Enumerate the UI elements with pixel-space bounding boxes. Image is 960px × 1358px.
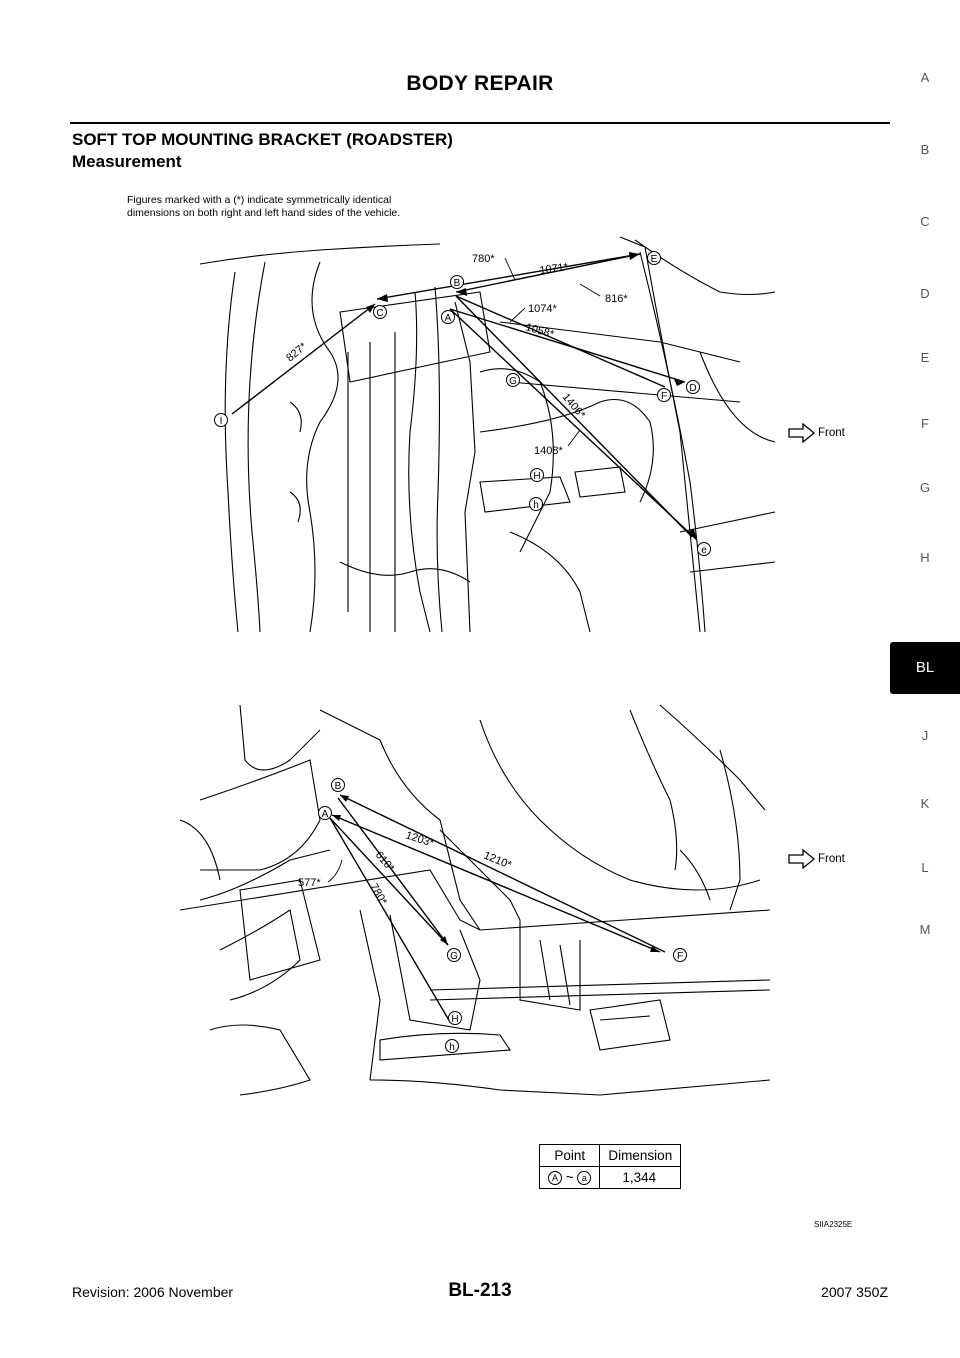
svg-text:F: F	[676, 951, 684, 962]
vehicle-interior-outline	[180, 705, 770, 1095]
side-index-E[interactable]: E	[920, 350, 930, 365]
dim-1058: 1058*	[524, 321, 556, 341]
side-index	[890, 60, 960, 960]
point-h-bottom	[446, 1040, 459, 1054]
side-index-BL-active[interactable]: BL	[890, 642, 960, 694]
point-h	[530, 498, 543, 512]
footer-page-number: BL-213	[448, 1280, 512, 1301]
range-separator: ~	[565, 1169, 574, 1185]
dim-1071: 1071*	[538, 261, 569, 277]
point-G-bottom	[448, 949, 461, 963]
table-cell-point	[540, 1167, 600, 1189]
point-H-bottom	[449, 1012, 462, 1026]
side-index-M[interactable]: M	[919, 922, 931, 937]
svg-text:G: G	[450, 951, 458, 962]
side-index-B[interactable]: B	[920, 142, 930, 157]
point-e	[698, 543, 711, 557]
table-header-dimension: Dimension	[600, 1145, 681, 1167]
table-header-point: Point	[540, 1145, 600, 1167]
point-F-bottom	[674, 949, 687, 963]
point-B	[451, 276, 464, 290]
sub-title: Measurement	[72, 152, 182, 171]
table-header-row	[540, 1145, 681, 1167]
point-E	[648, 252, 661, 266]
side-index-J[interactable]: J	[921, 728, 929, 743]
page-header-title: BODY REPAIR	[406, 72, 554, 95]
dim-827: 827*	[284, 340, 310, 365]
point-markers	[215, 252, 711, 557]
point-H	[531, 469, 544, 483]
dim-1408: 1408*	[534, 445, 563, 457]
top-measurement-diagram	[180, 232, 780, 637]
dim-610: 610*	[372, 849, 397, 875]
dim-1406: 1406*	[559, 391, 588, 421]
dimension-table	[539, 1144, 681, 1189]
dim-1203: 1203*	[404, 829, 436, 850]
svg-text:e: e	[701, 545, 707, 556]
dim-1210: 1210*	[481, 849, 514, 872]
point-markers-bottom	[319, 779, 687, 1054]
header-rule	[70, 122, 890, 124]
point-a-symbol: a	[577, 1171, 591, 1185]
front-arrow-icon-bottom	[788, 849, 816, 869]
point-A-symbol: A	[548, 1171, 562, 1185]
bottom-measurement-diagram	[180, 700, 780, 1110]
svg-text:A: A	[321, 809, 329, 820]
svg-text:C: C	[376, 308, 384, 319]
point-B-bottom	[332, 779, 345, 793]
svg-text:I: I	[219, 416, 223, 427]
figure-code: SIIA2325E	[814, 1220, 853, 1229]
point-G	[507, 374, 520, 388]
svg-text:H: H	[451, 1014, 459, 1025]
point-A-bottom	[319, 807, 332, 821]
point-A	[442, 311, 455, 325]
symmetry-note: Figures marked with a (*) indicate symmetrically identical dimensions on both right and left hand sides of the vehicle.	[127, 194, 401, 219]
side-index-F[interactable]: F	[921, 416, 929, 431]
vehicle-body-outline	[200, 237, 775, 632]
side-index-D[interactable]: D	[920, 286, 930, 301]
svg-text:F: F	[660, 391, 668, 402]
dim-780-bottom: 780*	[367, 881, 390, 908]
point-C	[374, 306, 387, 320]
dim-816: 816*	[605, 293, 628, 305]
front-label-top: Front	[818, 427, 845, 439]
leader-lines-bottom	[328, 860, 342, 882]
svg-text:A: A	[444, 313, 452, 324]
side-index-K[interactable]: K	[920, 796, 930, 811]
svg-text:E: E	[650, 254, 658, 265]
dim-577: 577*	[298, 877, 321, 889]
side-index-A[interactable]: A	[920, 70, 930, 85]
svg-text:B: B	[334, 781, 342, 792]
side-index-H[interactable]: H	[920, 550, 930, 565]
section-title: SOFT TOP MOUNTING BRACKET (ROADSTER)	[72, 130, 453, 149]
svg-text:h: h	[533, 500, 539, 511]
front-arrow-icon	[788, 423, 816, 443]
side-index-G[interactable]: G	[919, 480, 931, 495]
point-F	[658, 389, 671, 403]
side-index-C[interactable]: C	[920, 214, 930, 229]
point-I	[215, 414, 228, 428]
footer-model: 2007 350Z	[821, 1284, 888, 1300]
dim-780: 780*	[472, 253, 495, 265]
svg-text:D: D	[689, 383, 697, 394]
table-cell-dimension: 1,344	[600, 1167, 681, 1189]
svg-text:B: B	[453, 278, 461, 289]
table-row	[540, 1167, 681, 1189]
svg-text:H: H	[533, 471, 541, 482]
point-D	[687, 381, 700, 395]
front-label-bottom: Front	[818, 853, 845, 865]
footer-revision: Revision: 2006 November	[72, 1284, 234, 1300]
side-index-L[interactable]: L	[921, 860, 929, 875]
svg-text:G: G	[509, 376, 517, 387]
svg-text:h: h	[449, 1042, 455, 1053]
dim-1074: 1074*	[528, 303, 557, 315]
